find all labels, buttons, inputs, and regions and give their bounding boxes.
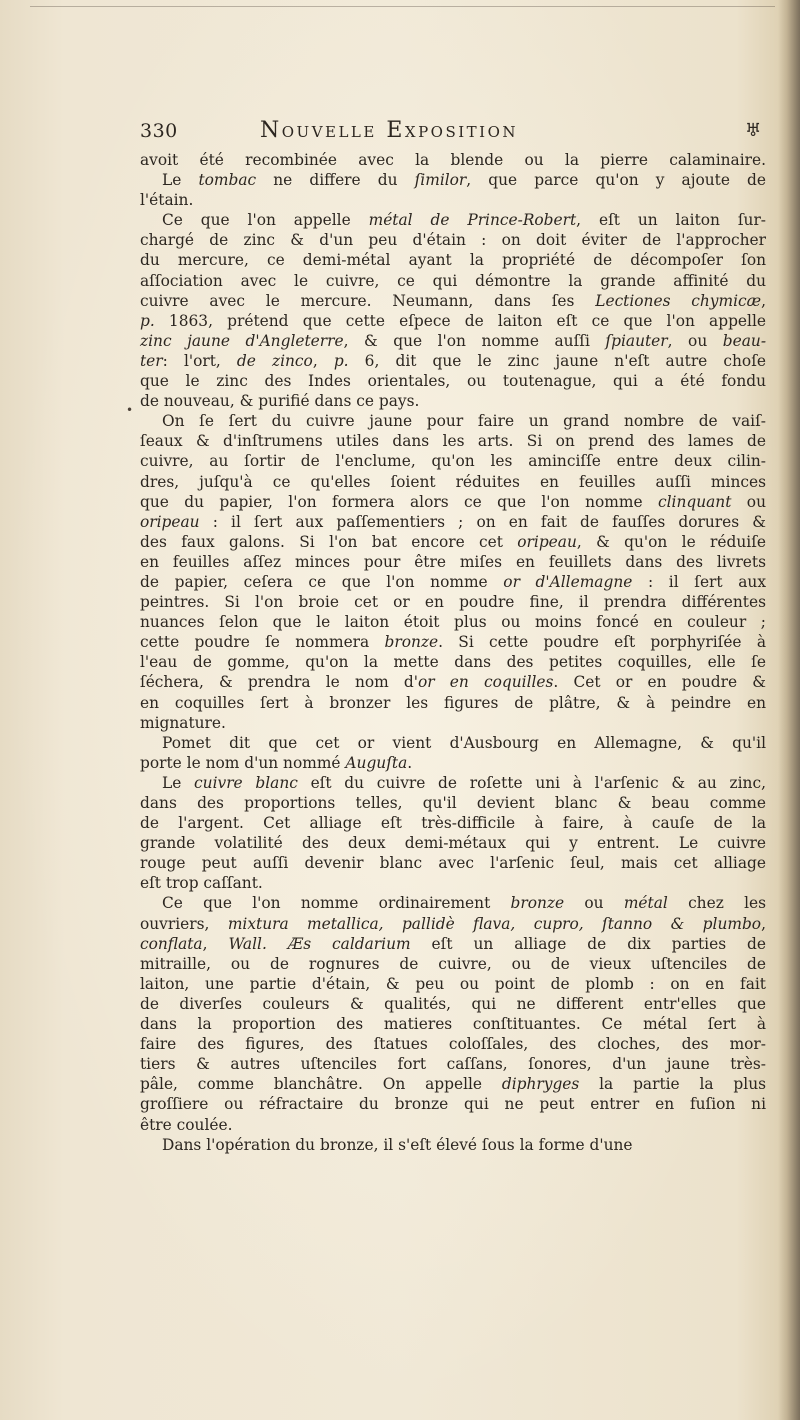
italic-term: Auguſta [345, 753, 408, 772]
text-run: faire des figures, des ſtatues coloſſales, des cloches, des mor- [140, 1035, 766, 1054]
body-text [140, 150, 766, 1155]
text-run: nuances ſelon que le laiton étoit plus ou moins foncé en couleur ; [140, 613, 766, 632]
italic-term: oripeau [517, 532, 577, 551]
text-run: , [761, 914, 766, 933]
text-line [140, 210, 766, 230]
text-line [140, 994, 766, 1014]
text-line [140, 170, 766, 190]
text-line [140, 974, 766, 994]
text-run: ſéchera, & prendra le nom d' [140, 673, 418, 692]
text-run: : il ſert aux paſſementiers ; on en fait de fauſſes dorures & [199, 512, 766, 531]
italic-term: Lectiones chymicæ [595, 291, 762, 310]
italic-term: zinc jaune d'Angleterre [140, 331, 344, 350]
text-run: avoit été recombinée avec la blende ou la pierre calaminaire. [140, 151, 766, 169]
text-run: groſſiere ou réfractaire du bronze qui ne peut entrer en fuſion ni [140, 1095, 766, 1114]
text-run: de nouveau, & purifié dans ce pays. [140, 392, 420, 411]
text-run: cuivre, au ſortir de l'enclume, qu'on les aminciſſe entre deux cilin- [140, 452, 766, 471]
text-line [140, 492, 766, 512]
text-run: l'étain. [140, 191, 194, 210]
text-line [140, 652, 766, 672]
italic-term: mixtura metallica, pallidè flava, cupro, ſtanno & plumbo [227, 914, 762, 933]
text-run: chargé de zinc & d'un peu d'étain : on doit éviter de l'approcher [140, 231, 766, 250]
italic-term: or d'Allemagne [503, 572, 633, 591]
text-line [140, 512, 766, 532]
text-run: . Cet or en poudre & [553, 673, 766, 692]
text-line [140, 311, 766, 331]
italic-term: cuivre blanc [194, 773, 298, 792]
italic-term: p. [140, 311, 155, 330]
text-line [140, 250, 766, 270]
text-run: mignature. [140, 713, 226, 732]
text-run: , eſt un laiton ſur- [576, 211, 766, 230]
text-line [140, 632, 766, 652]
text-line [140, 914, 766, 934]
italic-term: beau- [722, 331, 767, 350]
text-run: , que parce qu'on y ajoute de [466, 171, 767, 190]
text-run: : il ſert aux [632, 572, 766, 591]
text-line [140, 431, 766, 451]
text-line [140, 351, 766, 371]
text-line [140, 552, 766, 572]
text-run: ne differe du [256, 171, 415, 190]
italic-term: or en coquilles [417, 673, 554, 692]
text-line [140, 612, 766, 632]
text-line [140, 1074, 766, 1094]
text-line [140, 773, 766, 793]
italic-term: oripeau [140, 512, 200, 531]
text-line [140, 893, 766, 913]
text-run: Ce que l'on appelle [162, 211, 369, 230]
text-run: des faux galons. Si l'on bat encore cet [140, 532, 518, 551]
text-run: , [761, 291, 766, 310]
text-run: 6, dit que le zinc jaune n'eſt autre choſe [348, 351, 766, 370]
text-run: être coulée. [140, 1115, 233, 1134]
text-line [140, 331, 766, 351]
italic-term: diphryges [501, 1075, 580, 1094]
italic-term: tombac [198, 171, 257, 190]
page-number: 330 [140, 120, 178, 142]
text-line [140, 190, 766, 210]
text-run: 1863, prétend que cette eſpece de laiton eſt ce que l'on appelle [154, 311, 766, 330]
italic-term: p. [333, 351, 349, 370]
text-run: cuivre avec le mercure. Neumann, dans ſes [140, 291, 596, 310]
text-line [140, 813, 766, 833]
text-line [140, 1054, 766, 1074]
text-run: dans des proportions telles, qu'il devient blanc & beau comme [140, 794, 766, 812]
margin-dot: • [126, 403, 134, 417]
text-line [140, 291, 766, 311]
page-top-edge [30, 6, 775, 7]
ornament-glyph: ♅ [745, 120, 762, 141]
text-run: en coquilles ſert à bronzer les figures de plâtre, & à peindre en [140, 693, 766, 712]
text-line [140, 1135, 766, 1155]
text-run: , & que l'on nomme auſſi [343, 331, 606, 350]
text-line [140, 150, 766, 170]
text-run: ouvriers, [140, 914, 228, 933]
italic-term: ſpiauter [605, 331, 668, 350]
italic-term: bronze [384, 633, 439, 652]
text-run: rouge peut auſſi devenir blanc avec l'arſenic ſeul, mais cet alliage [140, 854, 766, 873]
text-run: ou [731, 492, 766, 511]
text-line [140, 472, 766, 492]
text-run: chez les [667, 894, 766, 913]
italic-term: ſimilor [414, 171, 467, 190]
text-run: Ce que l'on nomme ordinairement [162, 894, 511, 913]
text-run: ſeaux & d'inſtrumens utiles dans les arts. Si on prend des lames de [140, 432, 766, 451]
text-run: tiers & autres uſtenciles fort caſſans, ſonores, d'un jaune très- [140, 1055, 766, 1074]
text-run: mitraille, ou de rognures de cuivre, ou de vieux uſtenciles de [140, 954, 766, 973]
text-line [140, 833, 766, 853]
text-line [140, 873, 766, 893]
text-run: Pomet dit que cet or vient d'Ausbourg en Allemagne, & qu'il [162, 733, 766, 752]
text-run: Le [162, 171, 199, 190]
text-line [140, 1034, 766, 1054]
text-run: du mercure, ce demi-métal ayant la propriété de décompoſer ſon [140, 251, 766, 270]
text-run: grande volatilité des deux demi-métaux qui y entrent. Le cuivre [140, 834, 766, 853]
text-line [140, 693, 766, 713]
text-run: , & qu'on le réduiſe [576, 532, 766, 551]
italic-term: bronze [510, 894, 565, 913]
text-run: peintres. Si l'on broie cet or en poudre fine, il prendra différentes [140, 593, 766, 612]
text-run: laiton, une partie d'étain, & peu ou point de plomb : on en fait [140, 974, 766, 993]
text-line [140, 733, 766, 753]
text-run: ou [564, 894, 624, 913]
text-run: dres, juſqu'à ce qu'elles ſoient réduites en feuilles auſſi minces [140, 472, 766, 491]
text-run: , ou [667, 331, 723, 350]
text-run: , [312, 351, 334, 370]
text-line [140, 411, 766, 431]
text-run: eſt trop caſſant. [140, 874, 263, 893]
text-run: que le zinc des Indes orientales, ou toutenague, qui a été fondu [140, 372, 766, 391]
text-run: dans la proportion des matieres conſtituantes. Ce métal ſert à [140, 1015, 766, 1034]
text-run: aſſociation avec le cuivre, ce qui démontre la grande affinité du [140, 271, 766, 290]
text-line [140, 572, 766, 592]
text-run: . Si cette poudre eſt porphyriſée à [438, 633, 766, 652]
text-run: Le [162, 773, 195, 792]
text-line [140, 853, 766, 873]
text-line [140, 592, 766, 612]
text-run: porte le nom d'un nommé [140, 753, 346, 772]
text-run: eſt du cuivre de roſette uni à l'arſenic & au zinc, [297, 773, 766, 792]
text-run: en feuilles aſſez minces pour être miſes en feuillets dans des livrets [140, 552, 766, 571]
italic-term: clinquant [657, 492, 732, 511]
text-run: de papier, ceſera ce que l'on nomme [140, 572, 504, 591]
text-line [140, 1115, 766, 1135]
italic-term: métal [623, 894, 668, 913]
text-run: : l'ort, [162, 351, 237, 370]
text-line [140, 954, 766, 974]
running-header [140, 118, 780, 150]
text-line [140, 532, 766, 552]
text-line [140, 753, 766, 773]
text-run: cette poudre ſe nommera [140, 633, 385, 652]
text-run: . [407, 753, 413, 772]
italic-term: ter [140, 351, 163, 370]
text-run: l'eau de gomme, qu'on la mette dans des petites coquilles, elle ſe [140, 653, 766, 672]
italic-term: conflata [140, 934, 203, 953]
text-run: , [202, 934, 229, 953]
text-line [140, 230, 766, 250]
italic-term: de zinco [236, 351, 313, 370]
text-run: pâle, comme blanchâtre. On appelle [140, 1075, 502, 1094]
text-run: On ſe ſert du cuivre jaune pour faire un grand nombre de vaiſ- [162, 412, 766, 431]
text-line [140, 271, 766, 291]
text-line [140, 793, 766, 813]
text-run: la partie la plus [579, 1075, 766, 1094]
text-line [140, 672, 766, 692]
italic-term: métal de Prince-Robert [368, 211, 577, 230]
text-line [140, 371, 766, 391]
text-run: Dans l'opération du bronze, il s'eſt élevé ſous la forme d'une [162, 1135, 633, 1154]
text-run: de l'argent. Cet alliage eſt très-difficile à faire, à cauſe de la [140, 814, 766, 833]
text-line [140, 1014, 766, 1034]
italic-term: Wall. Æs caldarium [228, 934, 411, 953]
text-run: de diverſes couleurs & qualités, qui ne different entr'elles que [140, 994, 766, 1013]
running-title: Nouvelle Exposition [260, 118, 519, 143]
text-line [140, 713, 766, 733]
text-run: eſt un alliage de dix parties de [410, 934, 766, 953]
text-line [140, 1094, 766, 1114]
text-line [140, 934, 766, 954]
text-run: que du papier, l'on formera alors ce que l'on nomme [140, 492, 658, 511]
text-line [140, 451, 766, 471]
page-gutter-shadow [778, 0, 800, 1420]
text-line [140, 391, 766, 411]
